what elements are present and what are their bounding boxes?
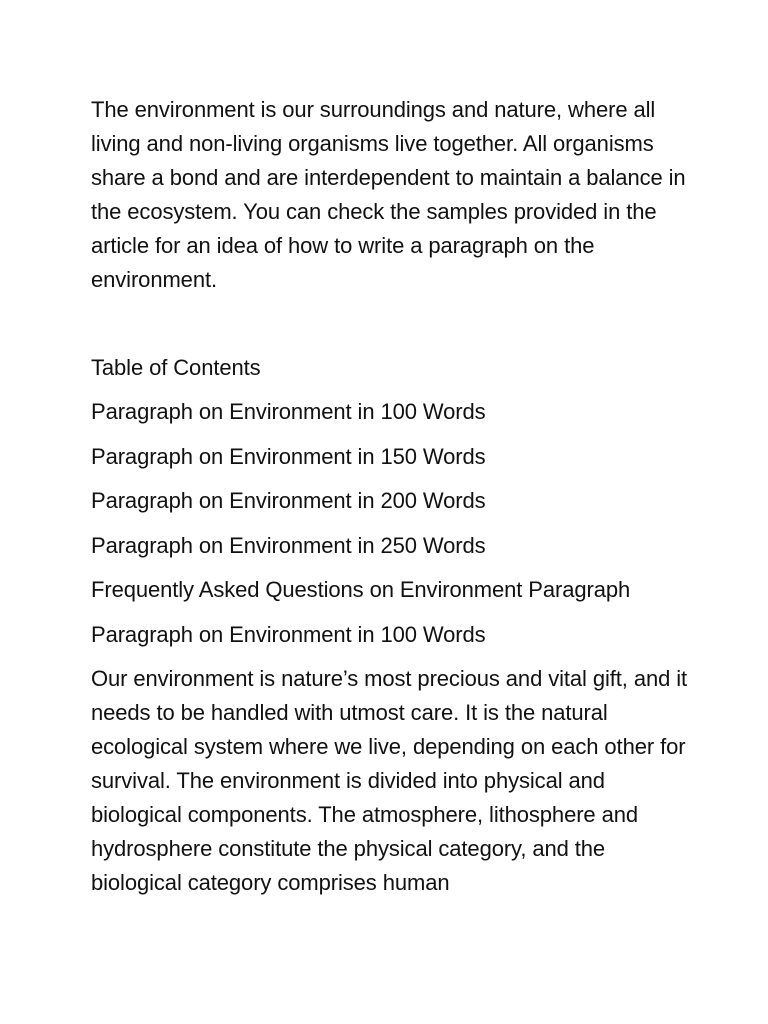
toc-item-faq[interactable]: Frequently Asked Questions on Environment Paragraph xyxy=(91,577,631,602)
section-body: Our environment is nature’s most precious and vital gift, and it needs to be handled with utmost care. It is the natural ecological system where we live, depending on each other for survival. The environment is divided into physical and biological components. The atmosphere, lithosphere and hydrosphere constitute the physical category, and the biological category comprises human xyxy=(91,665,688,895)
toc-list xyxy=(91,395,691,607)
toc-item-100-words[interactable]: Paragraph on Environment in 100 Words xyxy=(91,399,486,424)
document-content xyxy=(91,93,691,900)
intro-paragraph: The environment is our surroundings and nature, where all living and non-living organisms live together. All organisms share a bond and are interdependent to maintain a balance in the ecosystem. You can check the samples provided in the article for an idea of how to write a paragraph on the environment. xyxy=(91,97,686,292)
section-heading: Paragraph on Environment in 100 Words xyxy=(91,621,486,647)
toc-item-200-words[interactable]: Paragraph on Environment in 200 Words xyxy=(91,488,486,513)
toc-item-250-words[interactable]: Paragraph on Environment in 250 Words xyxy=(91,532,486,558)
toc-heading: Table of Contents xyxy=(91,355,261,380)
toc-item-150-words[interactable]: Paragraph on Environment in 150 Words xyxy=(91,443,486,469)
